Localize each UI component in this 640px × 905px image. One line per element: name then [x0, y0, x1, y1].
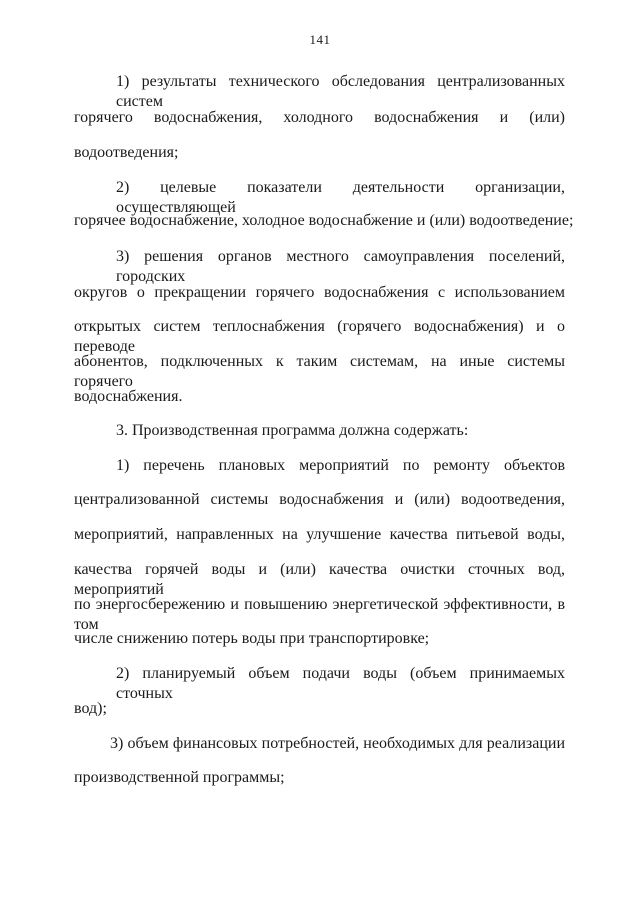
text-line: числе снижению потерь воды при транспортировке;: [74, 630, 430, 647]
text-line: вод);: [74, 700, 107, 717]
text-line: водоотведения;: [74, 144, 179, 161]
text-line: округов о прекращении горячего водоснабжения с использованием: [74, 284, 565, 301]
page-number: 141: [309, 32, 331, 47]
text-line: горячее водоснабжение, холодное водоснабжение и (или) водоотведение;: [74, 212, 574, 229]
text-line: открытых систем теплоснабжения (горячего водоснабжения) и о переводе: [74, 318, 565, 355]
text-line: горячего водоснабжения, холодного водоснабжения и (или): [74, 109, 565, 126]
text-line: качества горячей воды и (или) качества очистки сточных вод, мероприятий: [74, 561, 565, 598]
text-line: водоснабжения.: [74, 388, 183, 405]
text-line: 1) результаты технического обследования централизованных систем: [116, 73, 565, 110]
text-line: 3) объем финансовых потребностей, необходимых для реализации: [110, 735, 565, 752]
text-line: 1) перечень плановых мероприятий по ремонту объектов: [116, 457, 565, 474]
text-line: по энергосбережению и повышению энергетической эффективности, в том: [74, 596, 565, 633]
text-line: 2) планируемый объем подачи воды (объем принимаемых сточных: [116, 665, 565, 702]
text-line: мероприятий, направленных на улучшение качества питьевой воды,: [74, 526, 565, 543]
section-heading: 3. Производственная программа должна содержать:: [116, 422, 469, 439]
text-line: 3) решения органов местного самоуправления поселений, городских: [116, 248, 565, 285]
text-line: 2) целевые показатели деятельности организации, осуществляющей: [116, 179, 565, 216]
text-line: производственной программы;: [74, 769, 285, 786]
text-line: абонентов, подключенных к таким системам, на иные системы горячего: [74, 353, 565, 390]
text-line: централизованной системы водоснабжения и (или) водоотведения,: [74, 491, 565, 508]
